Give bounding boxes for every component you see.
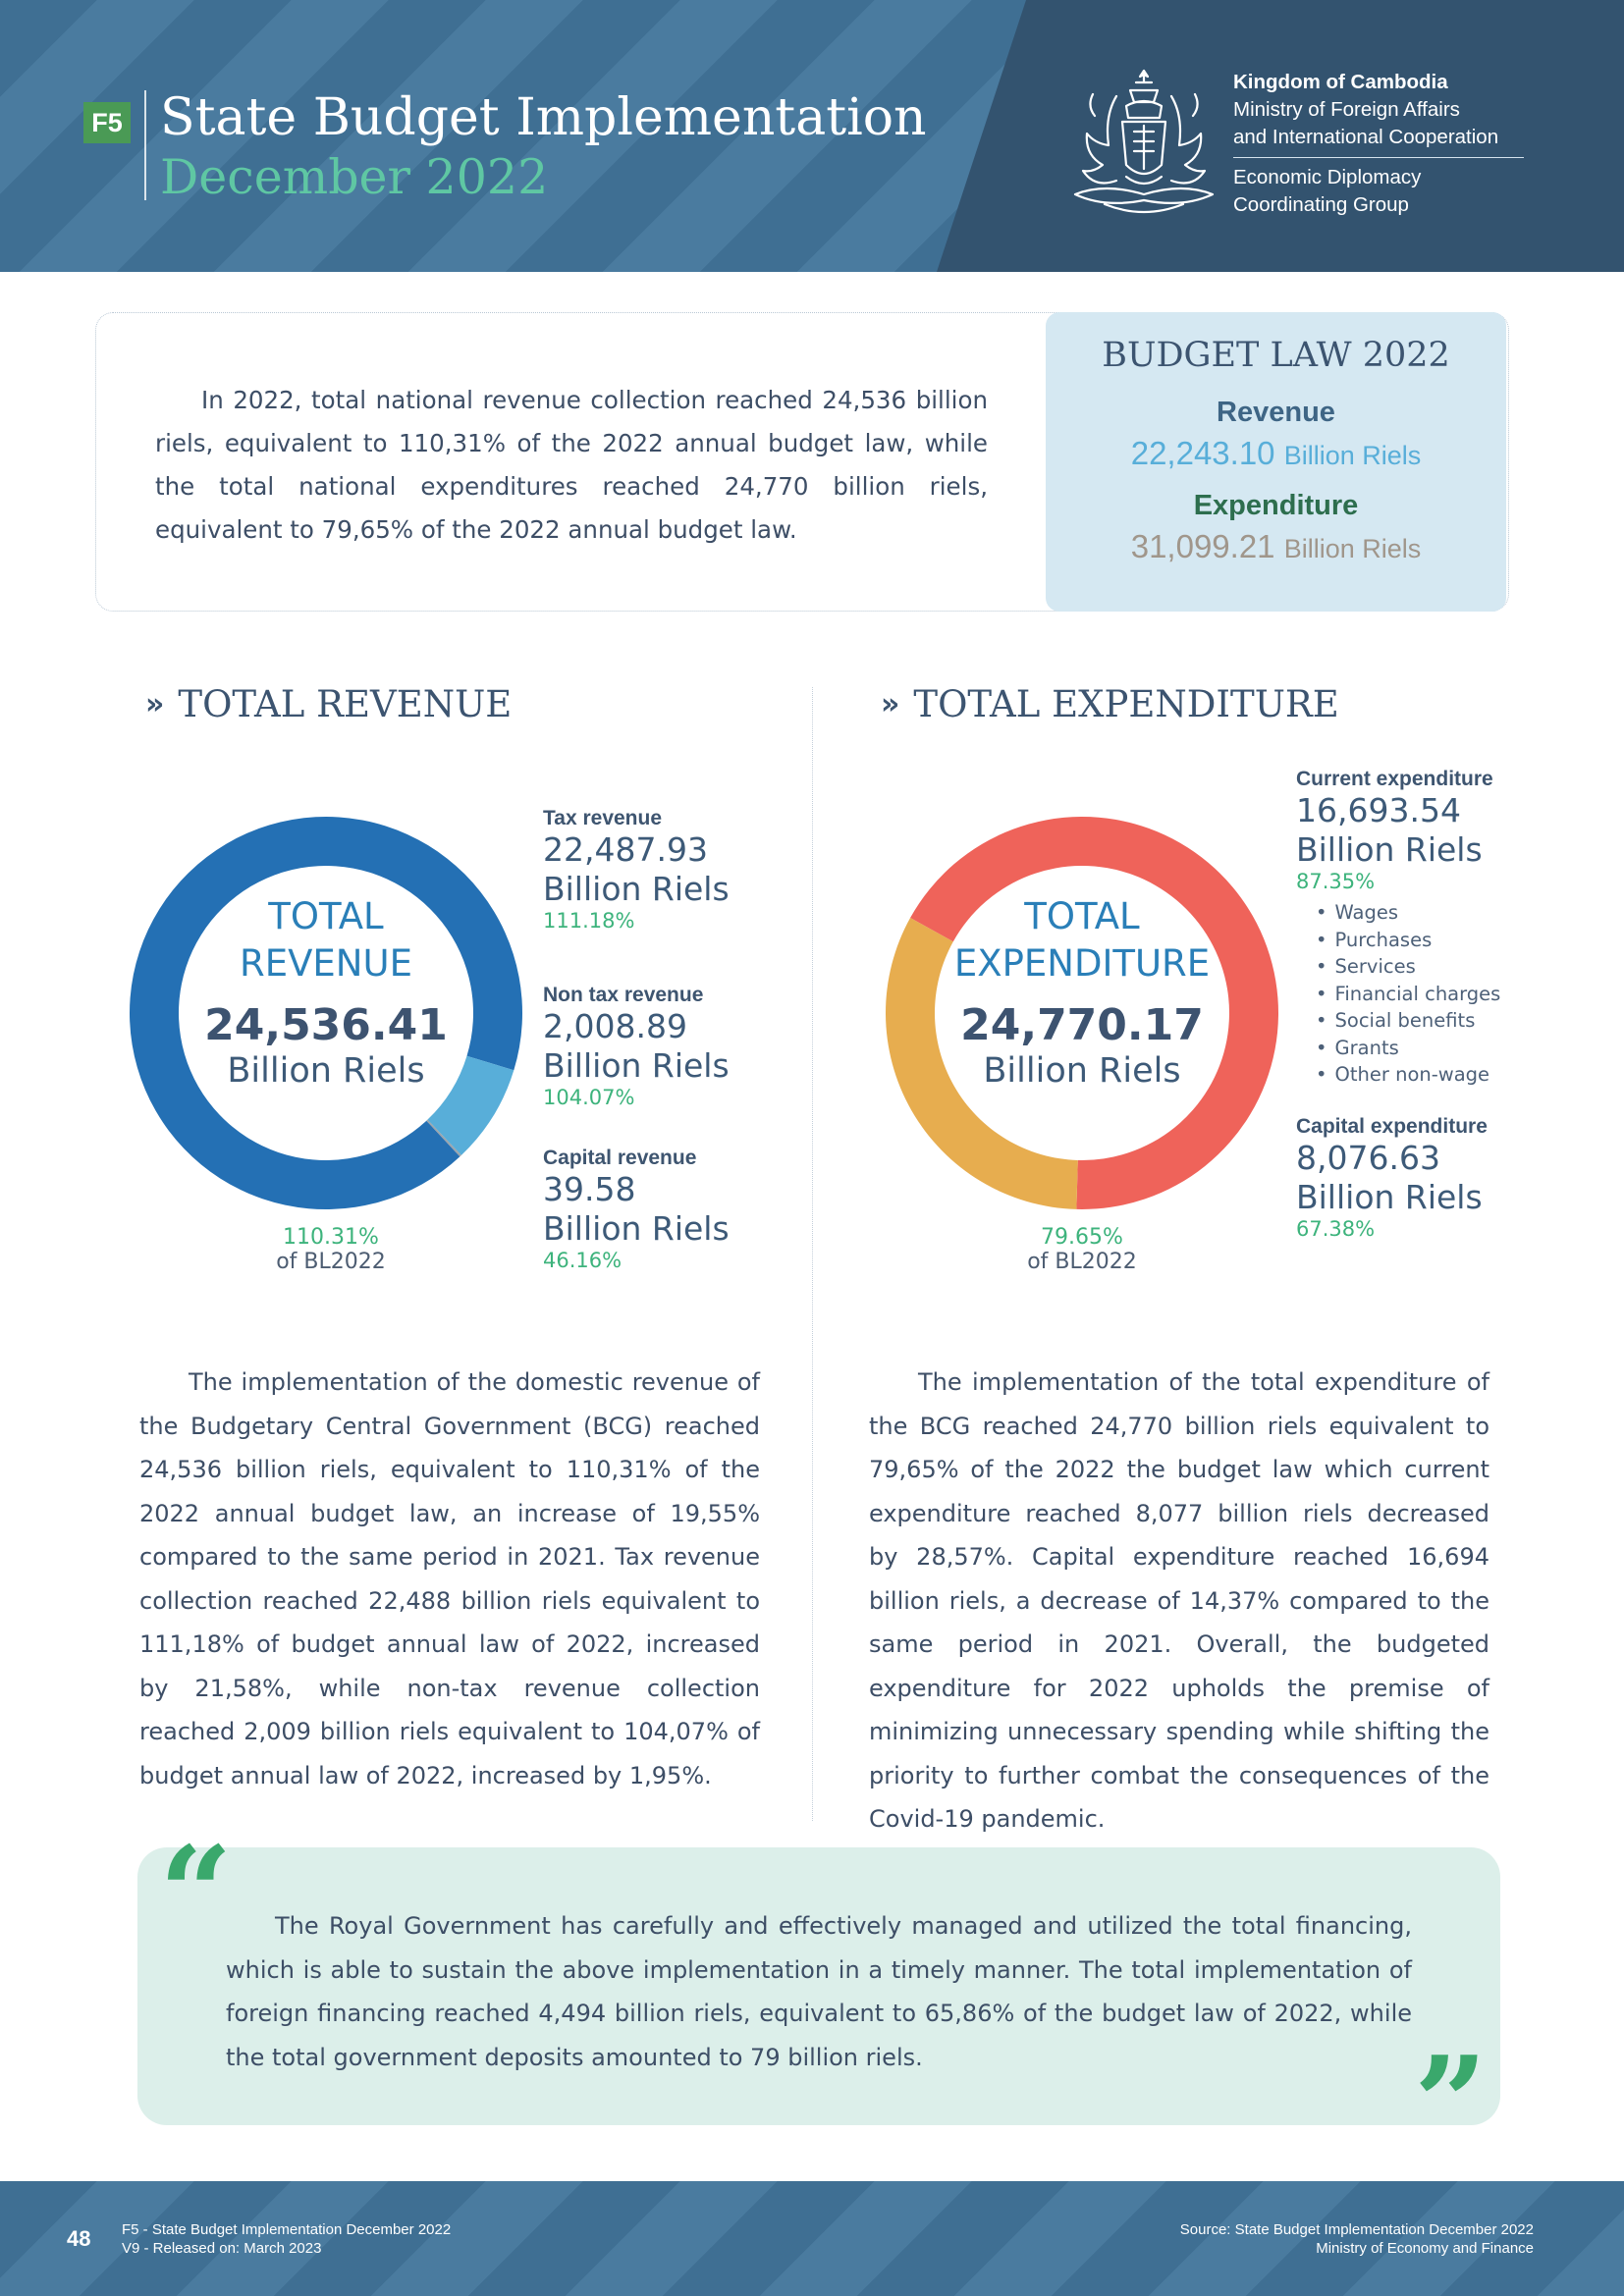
budget-revenue-number: 22,243.10 <box>1130 435 1275 471</box>
column-divider <box>812 687 813 1821</box>
footer-source: Source: State Budget Implementation December 2022 <box>1179 2221 1534 2238</box>
revenue-center-line2: REVENUE <box>240 942 412 985</box>
legend-label: Tax revenue <box>543 807 663 829</box>
legend-pct: 111.18% <box>543 909 635 933</box>
legend-label: Non tax revenue <box>543 984 704 1006</box>
revenue-legend-nontax <box>543 984 730 1109</box>
legend-pct: 46.16% <box>543 1249 623 1272</box>
intro-paragraph: In 2022, total national revenue collection reached 24,536 billion riels, equivalent to 110,31% of the 2022 annual budget law, while the total national expenditures reached 24,770 billion riels, equivalent to 79,65% of the 2022 annual budget law. <box>155 386 988 544</box>
close-quote-icon: ” <box>1414 2028 1488 2178</box>
expenditure-center-line1: TOTAL <box>1024 895 1140 937</box>
expenditure-donut-center <box>923 893 1241 1092</box>
budget-revenue-label: Revenue <box>1217 397 1335 428</box>
legend-value: 2,008.89 <box>543 1007 687 1045</box>
revenue-pct-bl <box>228 1225 434 1274</box>
budget-expenditure-number: 31,099.21 <box>1130 528 1275 564</box>
expenditure-paragraph: The implementation of the total expenditure of the BCG reached 24,770 billion riels equivalent to 79,65% of the 2022 the budget law which current expenditure reached 8,077 billion riels decreased by 28,57%. Capital expenditure reached 16,694 billion riels, a decrease of 14,37% compared to the same period in 2021. Overall, the budgeted expenditure for 2022 upholds the premise of minimizing unnecessary spending while shifting the priority to further combat the consequences of the Covid-19 pandemic. <box>869 1368 1489 1833</box>
footer-release: V9 - Released on: March 2023 <box>122 2240 322 2257</box>
footer-doc-title: F5 - State Budget Implementation December 2022 <box>122 2221 452 2238</box>
revenue-legend-capital <box>543 1147 730 1272</box>
expenditure-center-value: 24,770.17 <box>960 1000 1204 1050</box>
chevron-right-icon: » <box>881 687 900 721</box>
revenue-pct-suffix: of BL2022 <box>276 1250 386 1274</box>
legend-unit: Billion Riels <box>543 870 730 908</box>
revenue-center-unit: Billion Riels <box>227 1051 425 1091</box>
legend-label: Current expenditure <box>1296 768 1493 790</box>
legend-unit: Billion Riels <box>543 1209 730 1248</box>
footer-left <box>122 2220 451 2258</box>
list-item: • Purchases <box>1316 927 1500 954</box>
legend-label: Capital revenue <box>543 1147 697 1169</box>
expenditure-pct-value: 79.65% <box>1041 1225 1123 1250</box>
list-item: • Financial charges <box>1316 981 1500 1008</box>
expenditure-legend-capital <box>1296 1115 1488 1241</box>
revenue-legend-tax <box>543 807 730 933</box>
footer-right <box>1180 2220 1534 2258</box>
legend-pct: 104.07% <box>543 1086 635 1109</box>
expenditure-heading-text: TOTAL EXPENDITURE <box>913 683 1339 725</box>
title-divider <box>144 90 146 200</box>
legend-pct: 67.38% <box>1296 1217 1376 1241</box>
page-subtitle: December 2022 <box>160 149 549 205</box>
list-item: • Social benefits <box>1316 1007 1500 1035</box>
ministry-name-line1: Ministry of Foreign Affairs <box>1233 98 1460 121</box>
current-expenditure-breakdown <box>1316 899 1500 1089</box>
legend-label: Capital expenditure <box>1296 1115 1488 1138</box>
budget-expenditure-value <box>1046 528 1506 565</box>
list-item: • Wages <box>1316 899 1500 927</box>
budget-expenditure-label: Expenditure <box>1193 490 1359 521</box>
budget-revenue-value <box>1046 435 1506 472</box>
legend-value: 16,693.54 <box>1296 791 1461 829</box>
legend-pct: 87.35% <box>1296 870 1376 893</box>
ministry-divider <box>1233 157 1524 158</box>
ministry-name-line2: and International Cooperation <box>1233 126 1499 148</box>
budget-law-title: BUDGET LAW 2022 <box>1102 336 1450 375</box>
expenditure-legend-current <box>1296 768 1500 1089</box>
page-number: 48 <box>67 2226 91 2251</box>
revenue-center-line1: TOTAL <box>268 895 384 937</box>
list-item: • Services <box>1316 953 1500 981</box>
expenditure-heading <box>881 683 1339 725</box>
legend-unit: Billion Riels <box>1296 1178 1483 1216</box>
group-name-line1: Economic Diplomacy <box>1233 166 1422 188</box>
budget-revenue-unit: Billion Riels <box>1283 441 1422 470</box>
chevron-right-icon: » <box>145 687 165 721</box>
page-title: State Budget Implementation <box>160 88 927 147</box>
legend-unit: Billion Riels <box>543 1046 730 1085</box>
expenditure-center-line2: EXPENDITURE <box>953 942 1211 985</box>
group-name-line2: Coordinating Group <box>1233 193 1409 216</box>
revenue-heading-text: TOTAL REVENUE <box>178 683 513 725</box>
list-item: • Other non-wage <box>1316 1061 1500 1089</box>
expenditure-pct-suffix: of BL2022 <box>1027 1250 1137 1274</box>
list-item: • Grants <box>1316 1035 1500 1062</box>
revenue-pct-value: 110.31% <box>283 1225 379 1250</box>
budget-expenditure-unit: Billion Riels <box>1283 534 1422 563</box>
legend-value: 8,076.63 <box>1296 1139 1440 1177</box>
legend-unit: Billion Riels <box>1296 830 1483 869</box>
legend-value: 39.58 <box>543 1170 636 1208</box>
revenue-heading <box>145 683 512 725</box>
revenue-center-value: 24,536.41 <box>204 1000 448 1050</box>
expenditure-center-unit: Billion Riels <box>983 1051 1181 1091</box>
revenue-paragraph: The implementation of the domestic revenue of the Budgetary Central Government (BCG) reached 24,536 billion riels, equivalent to 110,31% of the 2022 annual budget law, an increase of 19,55% compared to the same period in 2021. Tax revenue collection reached 22,488 billion riels equivalent to 111,18% of budget annual law of 2022, increased by 21,58%, while non-tax revenue collection reached 2,009 billion riels equivalent to 104,07% of budget annual law of 2022, increased by 1,95%. <box>139 1368 760 1789</box>
footer-source-org: Ministry of Economy and Finance <box>1316 2240 1534 2257</box>
open-quote-icon: “ <box>159 1818 233 1968</box>
quote-paragraph: The Royal Government has carefully and effectively managed and utilized the total financing, which is able to sustain the above implementation in a timely manner. The total implementation of foreign financing reached 4,494 billion riels, equivalent to 65,86% of the budget law of 2022, while the total government deposits amounted to 79 billion riels. <box>226 1912 1412 2071</box>
section-badge: F5 <box>83 102 131 143</box>
budget-law-panel <box>1046 312 1506 612</box>
legend-value: 22,487.93 <box>543 830 708 869</box>
ministry-country: Kingdom of Cambodia <box>1233 71 1448 93</box>
expenditure-pct-bl <box>979 1225 1185 1274</box>
royal-coat-of-arms-icon <box>1065 67 1222 220</box>
ministry-block <box>1233 69 1524 219</box>
revenue-donut-center <box>179 893 473 1092</box>
